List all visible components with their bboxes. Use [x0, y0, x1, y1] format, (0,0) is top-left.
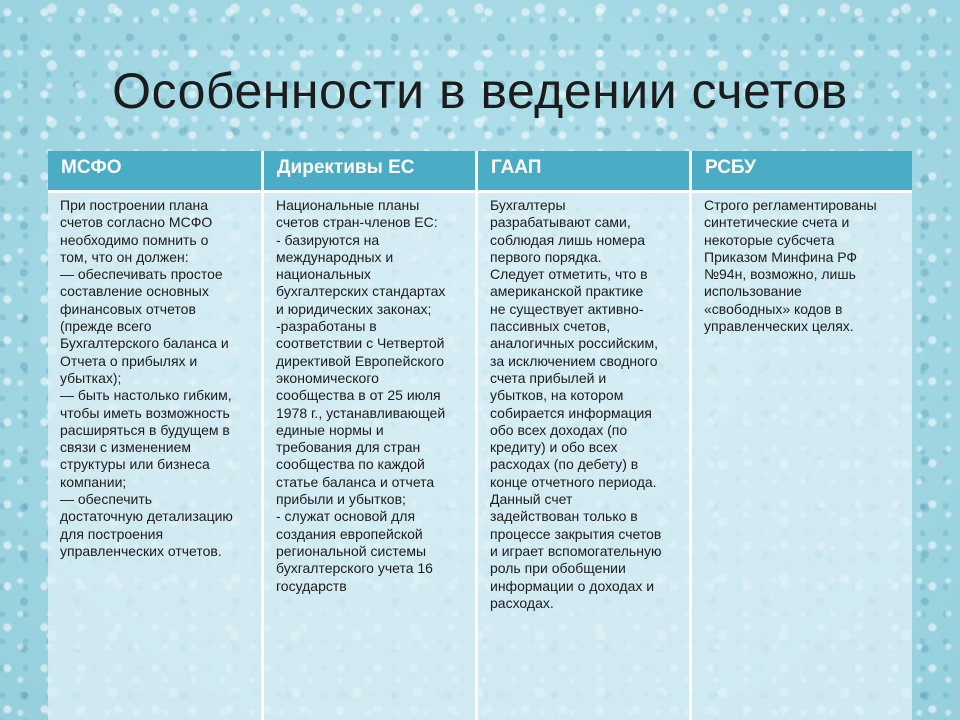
header-gaap: ГААП	[475, 151, 689, 193]
header-msfo: МСФО	[48, 151, 261, 193]
cell-eu-directives: Национальные планы счетов стран-членов ЕС: - базируются на международных и национальных бухгалтерских стандартах и юридических законах; -разработаны в соответствии с Четвертой директивой Европейского экономического сообщества в от 25 июля 1978 г., устанавливающей единые нормы и требования для стран сообщества по каждой статье баланса и отчета прибыли и убытков; - служат основой для создания европейской региональной системы бухгалтерского учета 16 государств	[261, 193, 475, 720]
cell-rsbu: Строго регламентированы синтетические счета и некоторые субсчета Приказом Минфина РФ №94н, возможно, лишь использование «свободных» кодов в управленческих целях.	[689, 193, 912, 720]
comparison-table	[48, 151, 912, 720]
header-eu-directives: Директивы ЕС	[261, 151, 475, 193]
cell-gaap: Бухгалтеры разрабатывают сами, соблюдая лишь номера первого порядка. Следует отметить, что в американской практике не существует активно- пассивных счетов, аналогичных российским, за исключением сводного счета прибылей и убытков, на котором собирается информация обо всех доходах (по кредиту) и обо всех расходах (по дебету) в конце отчетного периода. Данный счет задействован только в процессе закрытия счетов и играет вспомогательную роль при обобщении информации о доходах и расходах.	[475, 193, 689, 720]
header-rsbu: РСБУ	[689, 151, 912, 193]
cell-msfo: При построении плана счетов согласно МСФО необходимо помнить о том, что он должен: — обеспечивать простое составление основных финансовых отчетов (прежде всего Бухгалтерского баланса и Отчета о прибылях и убытках); — быть настолько гибким, чтобы иметь возможность расширяться в будущем в связи с изменением структуры или бизнеса компании; — обеспечить достаточную детализацию для построения управленческих отчетов.	[60, 197, 233, 559]
slide-title: Особенности в ведении счетов	[112, 63, 848, 119]
